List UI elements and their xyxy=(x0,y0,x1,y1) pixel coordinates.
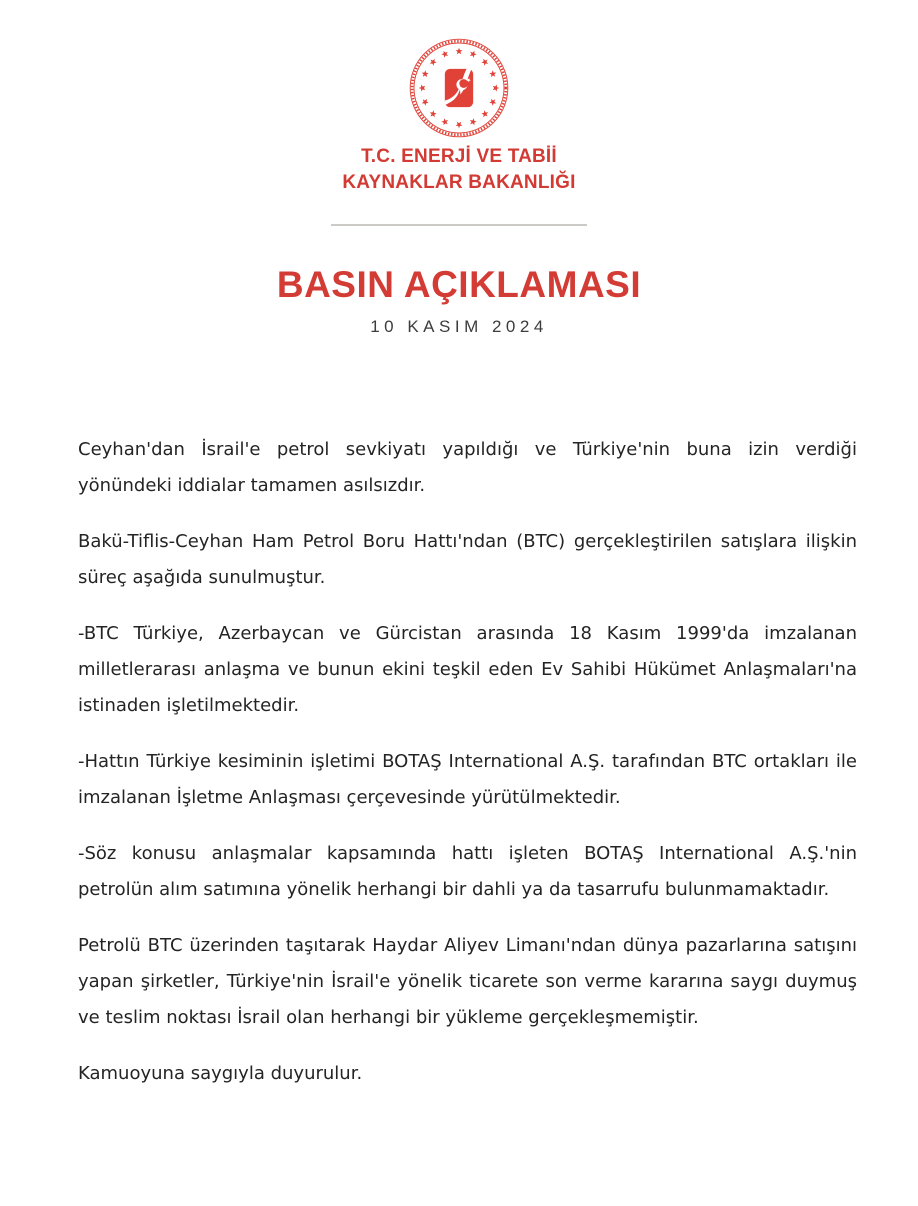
ministry-name xyxy=(0,144,918,196)
release-body xyxy=(78,432,857,1092)
press-release-title: BASIN AÇIKLAMASI xyxy=(276,264,642,305)
release-date: 10 KASIM 2024 xyxy=(370,317,548,336)
ministry-seal-icon xyxy=(409,38,509,138)
release-heading xyxy=(0,262,918,340)
ministry-header xyxy=(0,38,918,226)
paragraph-botas-operation: -Hattın Türkiye kesiminin işletimi BOTAŞ International A.Ş. tarafından BTC ortakları ile imzalanan İşletme Anlaşması çerçevesinde yürütülmektedir. xyxy=(78,751,857,808)
paragraph-shippers-compliance: Petrolü BTC üzerinden taşıtarak Haydar Aliyev Limanı'ndan dünya pazarlarına satışını yapan şirketler, Türkiye'nin İsrail'e yönelik ticarete son verme kararına saygı duymuş ve teslim noktası İsrail olan herhangi bir yükleme gerçekleşmemiştir. xyxy=(78,935,857,1028)
paragraph-closing: Kamuoyuna saygıyla duyurulur. xyxy=(78,1063,363,1084)
ministry-name-line2: KAYNAKLAR BAKANLIĞI xyxy=(342,172,576,193)
separator-line xyxy=(331,224,587,226)
paragraph-btc-treaty: -BTC Türkiye, Azerbaycan ve Gürcistan arasında 18 Kasım 1999'da imzalanan milletlerarası anlaşma ve bunun ekini teşkil eden Ev Sahibi Hükümet Anlaşmaları'na istinaden işletilmektedir. xyxy=(78,623,857,716)
paragraph-btc-process-intro: Bakü-Tiflis-Ceyhan Ham Petrol Boru Hattı'ndan (BTC) gerçekleştirilen satışlara ilişkin süreç aşağıda sunulmuştur. xyxy=(78,531,857,588)
paragraph-claims-baseless: Ceyhan'dan İsrail'e petrol sevkiyatı yapıldığı ve Türkiye'nin buna izin verdiği yönündeki iddialar tamamen asılsızdır. xyxy=(78,439,857,496)
paragraph-botas-no-role: -Söz konusu anlaşmalar kapsamında hattı işleten BOTAŞ International A.Ş.'nin petrolün alım satımına yönelik herhangi bir dahli ya da tasarrufu bulunmamaktadır. xyxy=(78,843,857,900)
ministry-name-line1: T.C. ENERJİ VE TABİİ xyxy=(361,146,557,167)
